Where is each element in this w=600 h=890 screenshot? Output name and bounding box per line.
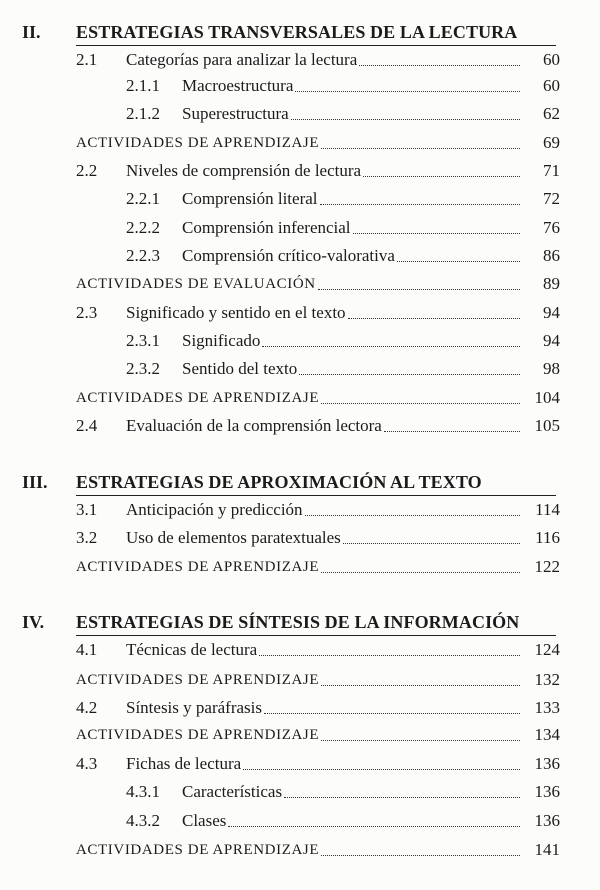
entry-title: ACTIVIDADES DE APRENDIZAJE (76, 390, 320, 406)
dot-leader (353, 215, 520, 234)
entry-title: Significado y sentido en el texto (126, 303, 346, 322)
entry-title: ACTIVIDADES DE APRENDIZAJE (76, 842, 320, 858)
page-number: 122 (534, 557, 560, 576)
dot-leader (243, 751, 520, 770)
page-number: 132 (534, 670, 560, 689)
toc-entry[interactable] (126, 243, 560, 269)
entry-title: ACTIVIDADES DE APRENDIZAJE (76, 672, 320, 688)
toc-entry[interactable] (76, 413, 560, 439)
entry-title: ACTIVIDADES DE APRENDIZAJE (76, 559, 320, 575)
toc-entry[interactable] (126, 328, 560, 354)
entry-title: Niveles de comprensión de lectura (126, 161, 362, 180)
toc-entry[interactable] (126, 186, 560, 212)
dot-leader (295, 73, 520, 92)
dot-leader (299, 356, 520, 375)
entry-number: 3.1 (76, 500, 98, 519)
entry-number: 2.2.2 (126, 218, 160, 237)
section-title: ESTRATEGIAS DE SÍNTESIS DE LA INFORMACIÓN (76, 612, 520, 632)
entry-number: 2.2.3 (126, 246, 160, 265)
toc-entry[interactable] (126, 779, 560, 805)
toc-activities-entry[interactable] (76, 385, 560, 411)
page-number: 89 (543, 274, 560, 293)
toc-entry[interactable] (126, 808, 560, 834)
dot-leader (284, 779, 520, 798)
entry-number: 2.3.2 (126, 359, 160, 378)
page-number: 60 (543, 76, 560, 95)
dot-leader (397, 243, 520, 262)
entry-title: ACTIVIDADES DE APRENDIZAJE (76, 135, 320, 151)
entry-number: 4.3.1 (126, 782, 160, 801)
toc-entry[interactable] (76, 47, 560, 73)
dot-leader (318, 271, 520, 290)
page-number: 136 (534, 782, 560, 801)
entry-title: Fichas de lectura (126, 754, 242, 773)
page-number: 114 (535, 500, 560, 519)
dot-leader (363, 158, 520, 177)
entry-title: Uso de elementos paratextuales (126, 528, 341, 547)
entry-number: 3.2 (76, 528, 98, 547)
dot-leader (321, 722, 520, 741)
entry-number: 2.4 (76, 416, 98, 435)
toc-entry[interactable] (126, 215, 560, 241)
entry-title: ACTIVIDADES DE EVALUACIÓN (76, 276, 316, 292)
page-number: 134 (534, 725, 560, 744)
toc-activities-entry[interactable] (76, 667, 560, 693)
entry-title: Superestructura (182, 104, 289, 123)
dot-leader (321, 130, 520, 149)
toc-entry[interactable] (76, 637, 560, 663)
entry-number: 4.3.2 (126, 811, 160, 830)
entry-title: Comprensión crítico-valorativa (182, 246, 395, 265)
page-number: 136 (534, 754, 560, 773)
page-number: 94 (543, 303, 560, 322)
page-number: 104 (534, 388, 560, 407)
toc-activities-entry[interactable] (76, 554, 560, 580)
dot-leader (321, 385, 520, 404)
entry-title: Anticipación y predicción (126, 500, 303, 519)
page-number: 76 (543, 218, 560, 237)
dot-leader (321, 554, 520, 573)
entry-number: 2.3.1 (126, 331, 160, 350)
page-number: 69 (543, 133, 560, 152)
toc-activities-entry[interactable] (76, 722, 560, 748)
section-number: III. (22, 472, 48, 492)
entry-title: Sentido del texto (182, 359, 298, 378)
dot-leader (321, 837, 520, 856)
dot-leader (343, 525, 520, 544)
page-number: 86 (543, 246, 560, 265)
page-number: 116 (535, 528, 560, 547)
section-divider (76, 495, 556, 496)
dot-leader (305, 497, 520, 516)
page-number: 141 (534, 840, 560, 859)
page-number: 94 (543, 331, 560, 350)
toc-activities-entry[interactable] (76, 271, 560, 297)
page-number: 60 (543, 50, 560, 69)
toc-entry[interactable] (76, 525, 560, 551)
toc-entry[interactable] (126, 356, 560, 382)
entry-title: Macroestructura (182, 76, 294, 95)
section-title: ESTRATEGIAS DE APROXIMACIÓN AL TEXTO (76, 472, 482, 492)
entry-number: 2.1 (76, 50, 98, 69)
entry-title: Comprensión literal (182, 189, 318, 208)
dot-leader (291, 101, 520, 120)
entry-number: 2.2.1 (126, 189, 160, 208)
dot-leader (321, 667, 520, 686)
dot-leader (359, 47, 520, 66)
entry-title: Características (182, 782, 283, 801)
entry-number: 4.2 (76, 698, 98, 717)
toc-activities-entry[interactable] (76, 130, 560, 156)
page-number: 71 (543, 161, 560, 180)
toc-activities-entry[interactable] (76, 837, 560, 863)
section-divider (76, 45, 556, 46)
entry-title: Evaluación de la comprensión lectora (126, 416, 382, 435)
entry-title: Técnicas de lectura (126, 640, 258, 659)
entry-number: 4.3 (76, 754, 98, 773)
entry-title: Significado (182, 331, 261, 350)
dot-leader (384, 413, 520, 432)
entry-number: 2.3 (76, 303, 98, 322)
entry-title: Síntesis y paráfrasis (126, 698, 262, 717)
entry-number: 4.1 (76, 640, 98, 659)
toc-entry[interactable] (76, 158, 560, 184)
section-number: IV. (22, 612, 45, 632)
entry-title: Comprensión inferencial (182, 218, 351, 237)
page-number: 98 (543, 359, 560, 378)
dot-leader (259, 637, 520, 656)
entry-number: 2.1.2 (126, 104, 160, 123)
toc-entry[interactable] (76, 695, 560, 721)
section-divider (76, 635, 556, 636)
dot-leader (320, 186, 520, 205)
entry-number: 2.2 (76, 161, 98, 180)
toc-entry[interactable] (126, 101, 560, 127)
section-number: II. (22, 22, 41, 42)
toc-entry[interactable] (76, 497, 560, 523)
toc-entry[interactable] (76, 751, 560, 777)
dot-leader (264, 695, 520, 714)
entry-title: Clases (182, 811, 227, 830)
dot-leader (262, 328, 520, 347)
page-number: 136 (534, 811, 560, 830)
dot-leader (228, 808, 520, 827)
entry-title: Categorías para analizar la lectura (126, 50, 358, 69)
page-number: 62 (543, 104, 560, 123)
toc-entry[interactable] (76, 300, 560, 326)
entry-title: ACTIVIDADES DE APRENDIZAJE (76, 727, 320, 743)
page-number: 124 (534, 640, 560, 659)
page-number: 72 (543, 189, 560, 208)
page-number: 105 (534, 416, 560, 435)
page-number: 133 (534, 698, 560, 717)
dot-leader (348, 300, 520, 319)
toc-entry[interactable] (126, 73, 560, 99)
entry-number: 2.1.1 (126, 76, 160, 95)
section-title: ESTRATEGIAS TRANSVERSALES DE LA LECTURA (76, 22, 518, 42)
